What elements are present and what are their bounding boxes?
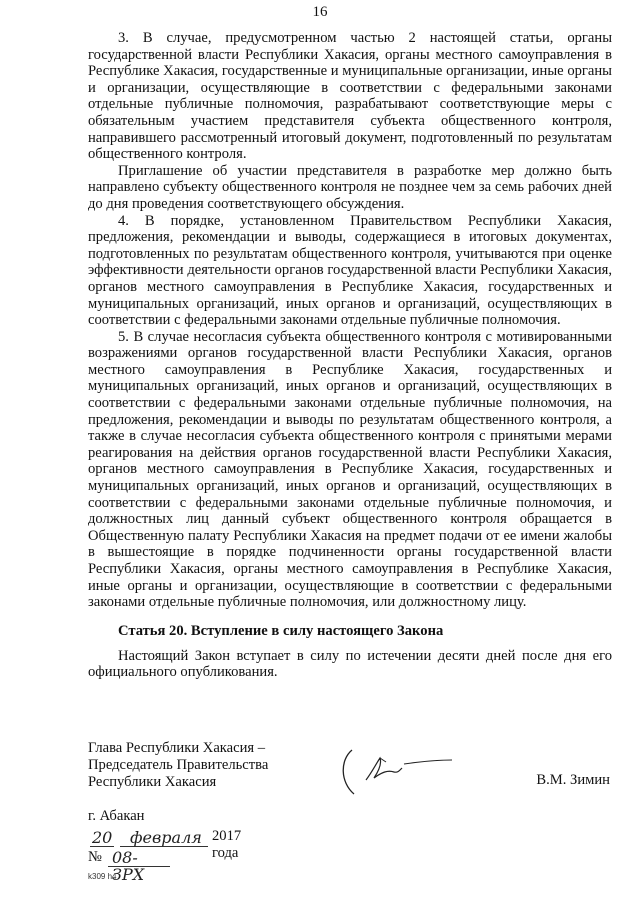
date-year: 2017 года bbox=[212, 828, 242, 861]
article-20-heading: Статья 20. Вступление в силу настоящего Закона bbox=[118, 622, 444, 639]
paragraph-part-3: 3. В случае, предусмотренном частью 2 настоящей статьи, органы государственной власти Республики Хакасия, органы местного самоуправления в Республике Хакасия, государственные и муниципальные организации, иные органы и организации, осуществляющие в соответствии с федеральными законами отдельные публичные полномочия, разрабатывают соответствующие меры с обязательным участием представителя субъекта общественного контроля, направившего рассмотренный итоговый документ, подготовленный по результатам общественного контроля. bbox=[88, 30, 612, 163]
paragraph-part-5: 5. В случае несогласия субъекта общественного контроля с мотивированными возражениями органов государственной власти Республики Хакасия, органов местного самоуправления в Республике Хакасия, государственных и муниципальных организаций, иных органов и организаций, осуществляющих в соответствии с федеральными законами отдельные публичные полномочия, на предложения, рекомендации и выводы по результатам общественного контроля, а также в случае несогласия субъекта общественного контроля с принятыми мерами реагирования на действия органов государственной власти Республики Хакасия, органов местного самоуправления в Республике Хакасия, государственных и муниципальных организаций, иных органов и организаций, осуществляющих в соответствии с федеральными законами отдельные публичные полномочия, и должностных лиц данный субъект общественного контроля обращается в Общественную палату Республики Хакасия на предмет подачи от ее имени жалобы в вышестоящие в порядке подчиненности органы государственной власти Республики Хакасия, органы местного самоуправления в Республике Хакасия, иные органы и организации, осуществляющие в соответствии с федеральными законами отдельные публичные полномочия, или должностному лицу. bbox=[88, 328, 612, 611]
document-body bbox=[88, 30, 612, 681]
paragraph-invitation: Приглашение об участии представителя в разработке мер должно быть направлено субъекту общественного контроля не позднее чем за семь рабочих дней до дня проведения соответствующего обсуждения. bbox=[88, 162, 612, 212]
signer-title: Глава Республики Хакасия – Председатель Правительства Республики Хакасия bbox=[88, 740, 269, 790]
handwritten-signature-icon bbox=[336, 742, 456, 798]
page-number: 16 bbox=[312, 4, 328, 20]
signature-block bbox=[88, 740, 612, 800]
number-label: № bbox=[88, 849, 102, 865]
article-20-text: Настоящий Закон вступает в силу по истечении десяти дней после дня его официального опубликования. bbox=[88, 647, 612, 681]
date-month: февраля bbox=[130, 828, 202, 847]
paragraph-part-4: 4. В порядке, установленном Правительством Республики Хакасия, предложения, рекомендации и выводы, содержащиеся в итоговых документах, подготовленных по результатам общественного контроля, учитываются при оценке эффективности деятельности органов государственной власти Республики Хакасия, органов местного самоуправления в Республике Хакасия, государственных и муниципальных организаций, иных органов и организаций, осуществляющих в соответствии с федеральными законами отдельные публичные полномочия. bbox=[88, 212, 612, 329]
footer-code: k309 h4 bbox=[88, 872, 117, 881]
signer-name: В.М. Зимин bbox=[536, 772, 610, 788]
place-label: г. Абакан bbox=[88, 808, 145, 824]
date-day: 20 bbox=[92, 828, 113, 847]
law-number: 08-ЗРХ bbox=[112, 848, 145, 884]
